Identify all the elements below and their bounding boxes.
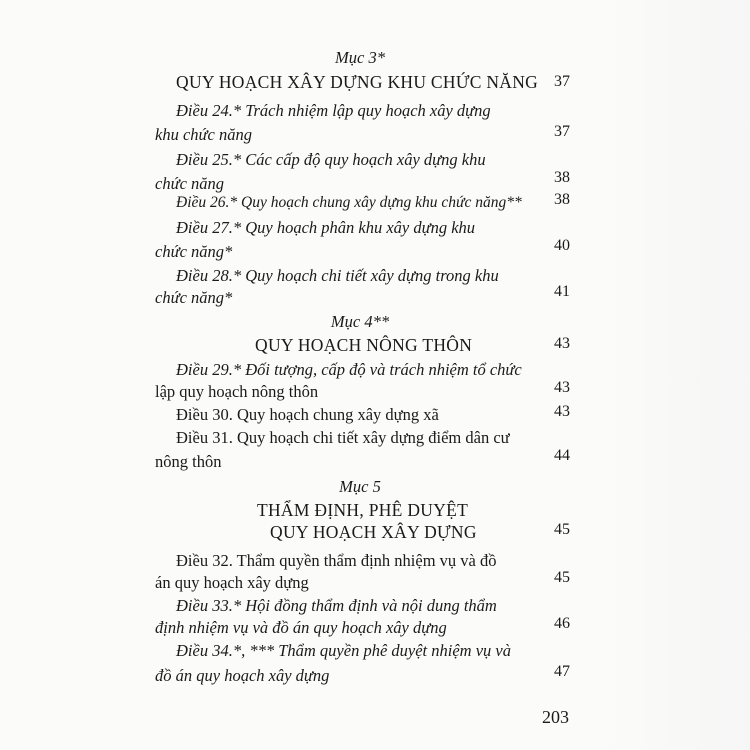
- toc-entry-29-line2: lập quy hoạch nông thôn: [155, 382, 319, 401]
- section-4-label: Mục 4**: [330, 312, 390, 331]
- toc-entry-34-line1: Điều 34.*, *** Thẩm quyền phê duyệt nhiệm vụ và: [176, 641, 511, 660]
- toc-entry-30-line1: Điều 30. Quy hoạch chung xây dựng xã: [176, 405, 439, 424]
- toc-entry-24-page: 37: [554, 123, 570, 140]
- toc-entry-30-page: 43: [554, 403, 570, 420]
- section-3-label: Mục 3*: [335, 48, 385, 67]
- toc-entry-24-line2: khu chức năng: [155, 125, 252, 144]
- section-5-title-1: THẨM ĐỊNH, PHÊ DUYỆT: [257, 500, 469, 520]
- section-3-title: QUY HOẠCH XÂY DỰNG KHU CHỨC NĂNG: [176, 72, 539, 92]
- page-edge-shade: [600, 0, 750, 750]
- section-5-page: 45: [554, 521, 570, 538]
- toc-entry-24-line1: Điều 24.* Trách nhiệm lập quy hoạch xây dựng: [176, 101, 491, 120]
- toc-entry-28-line2: chức năng*: [155, 288, 233, 307]
- toc-entry-27-line1: Điều 27.* Quy hoạch phân khu xây dựng khu: [176, 218, 476, 237]
- section-4-title: QUY HOẠCH NÔNG THÔN: [255, 335, 473, 355]
- toc-entry-31-page: 44: [554, 447, 570, 464]
- section-5-label: Mục 5: [339, 477, 381, 496]
- toc-entry-33-page: 46: [554, 615, 570, 632]
- toc-entry-34-line2: đồ án quy hoạch xây dựng: [155, 666, 330, 685]
- toc-entry-33-line2: định nhiệm vụ và đồ án quy hoạch xây dựng: [155, 618, 447, 637]
- toc-entry-32-page: 45: [554, 569, 570, 586]
- toc-entry-28-line1: Điều 28.* Quy hoạch chi tiết xây dựng trong khu: [176, 266, 499, 285]
- section-5-title-2: QUY HOẠCH XÂY DỰNG: [270, 522, 477, 542]
- toc-entry-31-line1: Điều 31. Quy hoạch chi tiết xây dựng điểm dân cư: [176, 428, 510, 447]
- toc-entry-27-line2: chức năng*: [155, 242, 233, 261]
- toc-entry-32-line2: án quy hoạch xây dựng: [155, 573, 309, 592]
- toc-entry-29-page: 43: [554, 379, 570, 396]
- toc-entry-29-line1: Điều 29.* Đối tượng, cấp độ và trách nhiệm tổ chức: [176, 360, 522, 379]
- toc-entry-31-line2: nông thôn: [155, 452, 222, 471]
- toc-entry-28-page: 41: [554, 283, 570, 300]
- toc-entry-32-line1: Điều 32. Thẩm quyền thẩm định nhiệm vụ và đồ: [176, 551, 497, 570]
- toc-entry-25-page: 38: [554, 169, 570, 186]
- section-3-page: 37: [554, 73, 570, 90]
- page-number: 203: [542, 707, 569, 727]
- section-4-page: 43: [554, 335, 570, 352]
- toc-entry-33-line1: Điều 33.* Hội đồng thẩm định và nội dung thẩm: [176, 596, 497, 615]
- toc-entry-25-line2: chức năng: [155, 174, 225, 193]
- toc-entry-27-page: 40: [554, 237, 570, 254]
- toc-entry-26-page: 38: [554, 191, 570, 208]
- toc-entry-26-line1: Điều 26.* Quy hoạch chung xây dựng khu chức năng**: [176, 194, 522, 211]
- toc-entry-34-page: 47: [554, 663, 570, 680]
- toc-entry-25-line1: Điều 25.* Các cấp độ quy hoạch xây dựng khu: [176, 150, 486, 169]
